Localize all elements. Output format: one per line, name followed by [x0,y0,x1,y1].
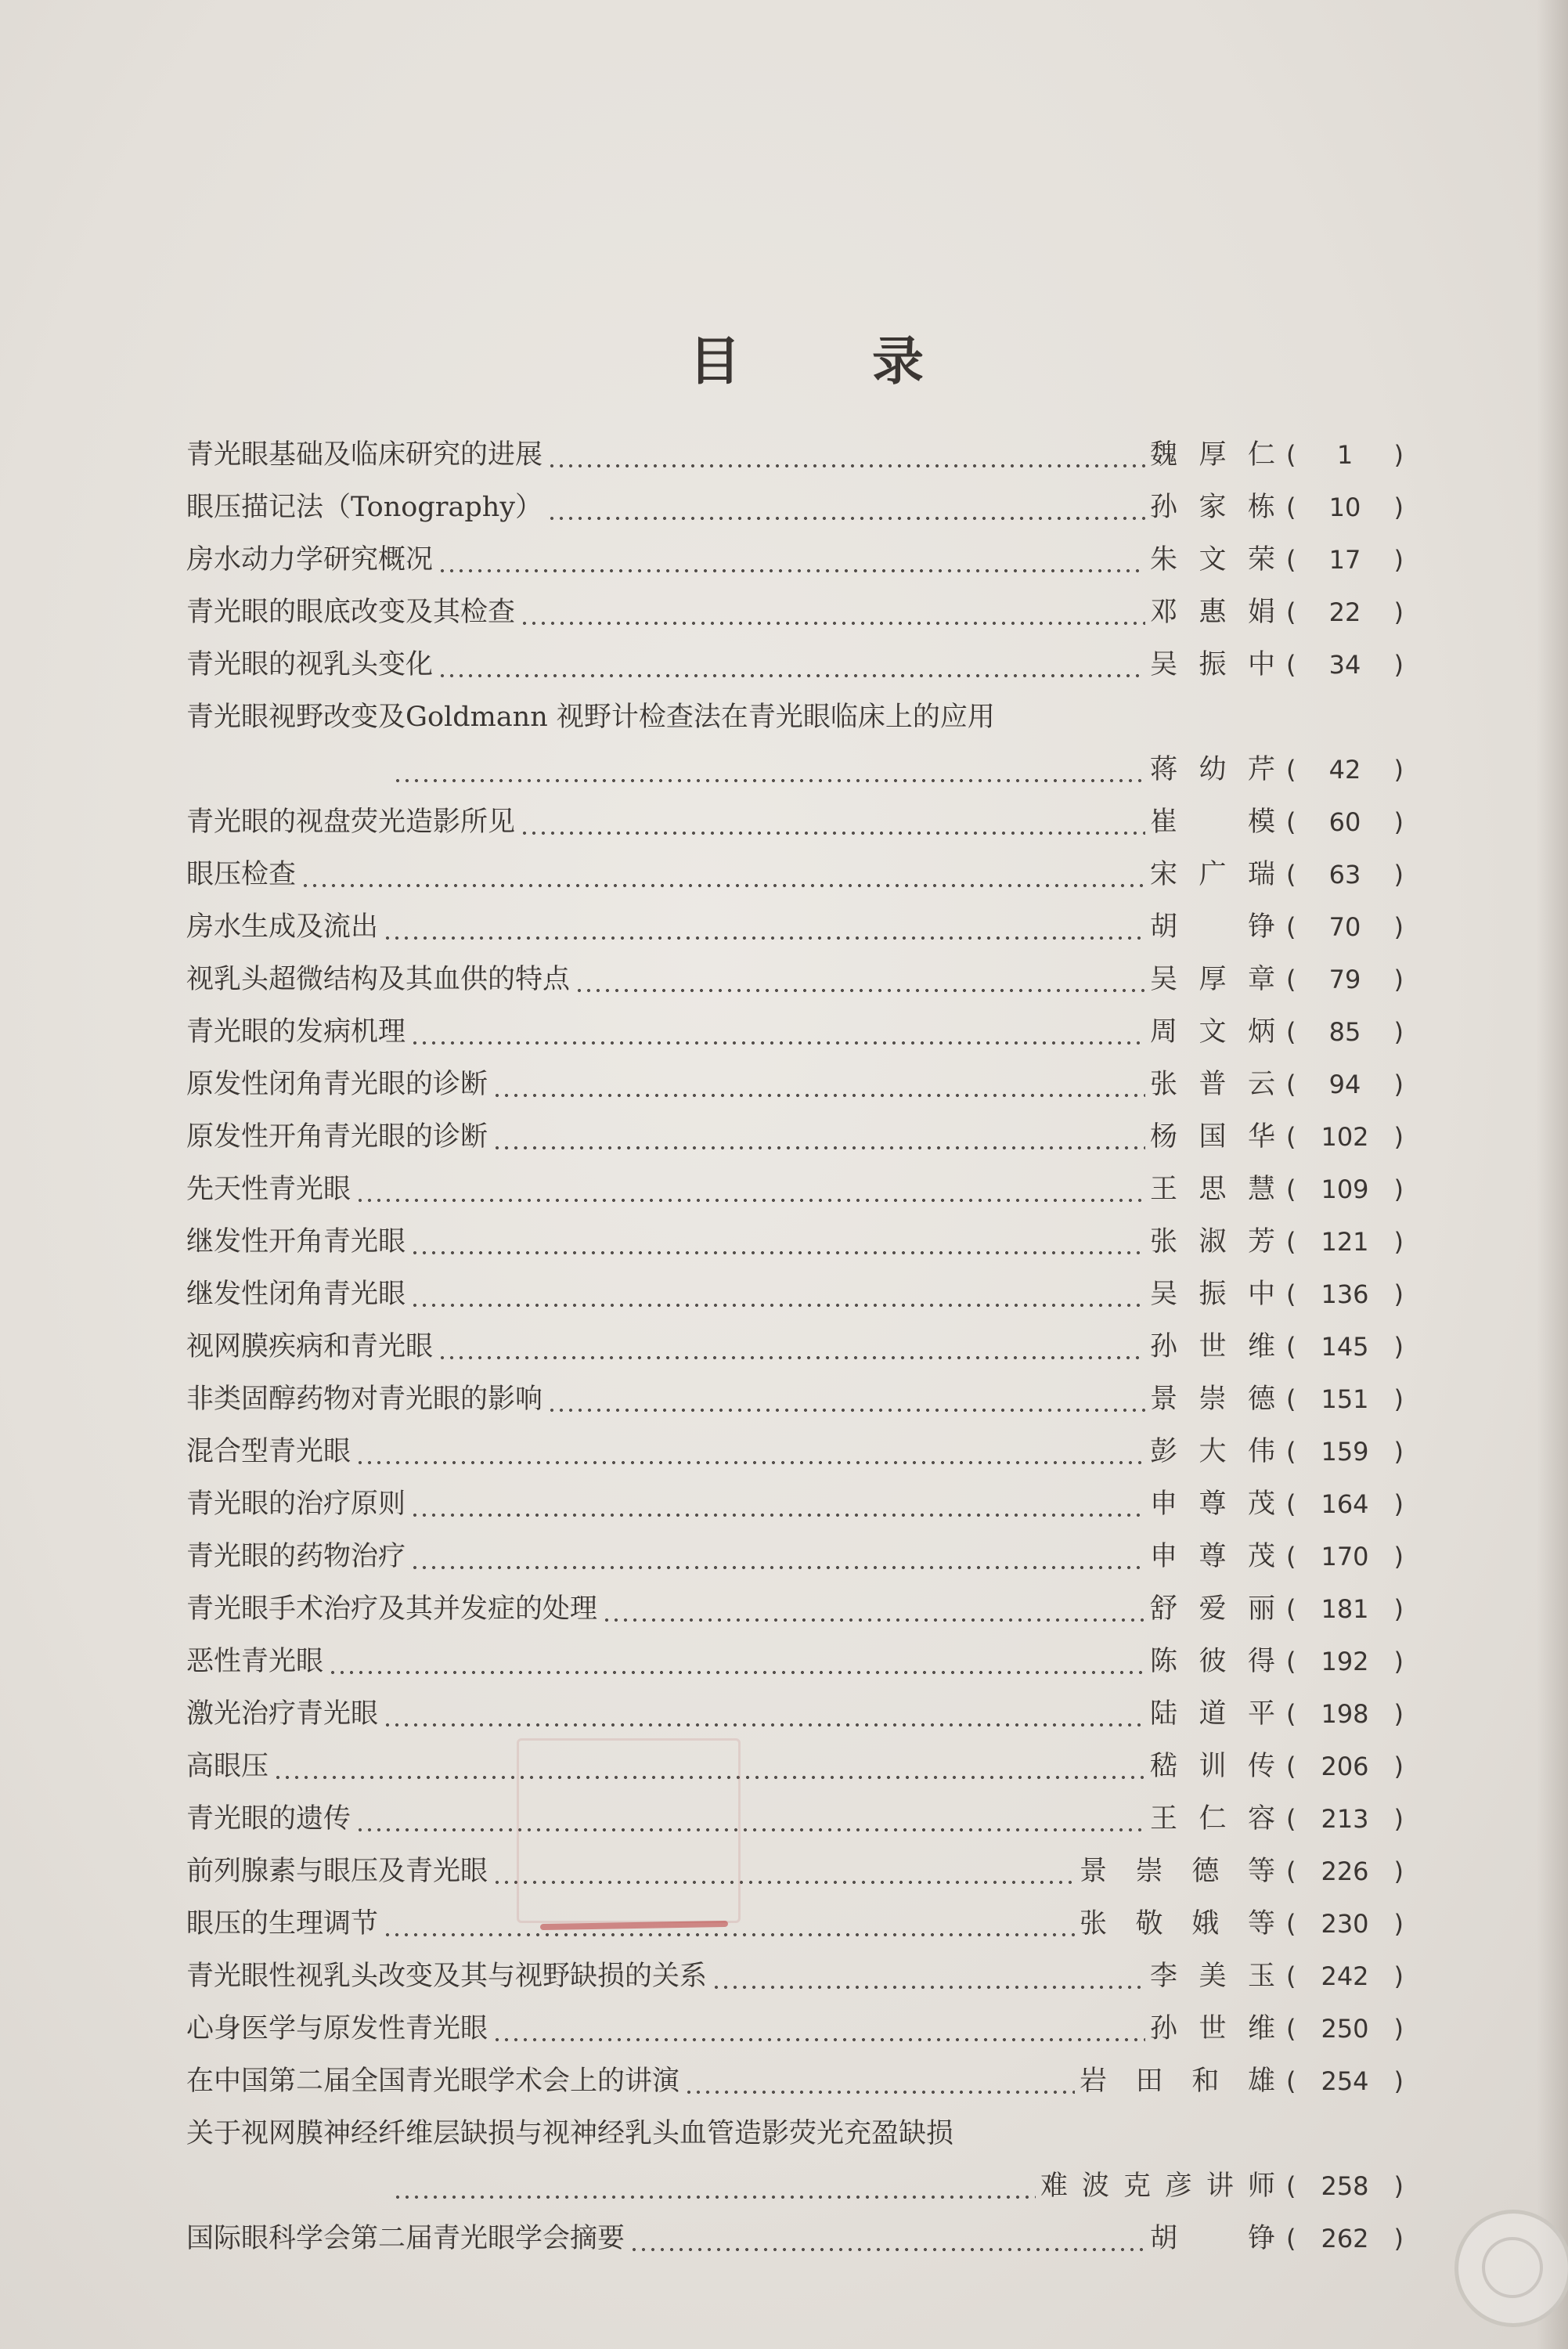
entry-page: ( 17 ) [1286,545,1404,575]
entry-author: 岩田和雄 [1080,2066,1275,2097]
entry-title: 原发性开角青光眼的诊断 [186,1121,488,1153]
entry-title: 青光眼基础及临床研究的进展 [186,439,543,471]
entry-author: 周文炳 [1150,1016,1275,1048]
entry-title: 视乳头超微结构及其血供的特点 [186,964,571,995]
entry-title: 国际眼科学会第二届青光眼学会摘要 [186,2223,625,2254]
entry-author: 吴厚章 [1150,964,1275,995]
dot-leader [547,482,1145,534]
dot-leader [438,639,1145,691]
toc-entry [186,744,1404,796]
toc-entry [186,2160,1404,2213]
toc-entry [186,1531,1404,1583]
entry-page: ( 213 ) [1286,1804,1404,1834]
toc-entry [186,1741,1404,1793]
entry-page: ( 181 ) [1286,1594,1404,1624]
toc-entry [186,2003,1404,2055]
entry-title: 继发性闭角青光眼 [186,1279,406,1310]
dot-leader [410,1478,1145,1531]
entry-title: 房水动力学研究概况 [186,544,434,576]
entry-title: 眼压检查 [186,859,297,890]
toc-entry [186,796,1404,849]
toc-entry [186,1950,1404,2003]
entry-title: 恶性青光眼 [186,1646,324,1677]
entry-title: 青光眼的眼底改变及其检查 [186,597,516,628]
entry-author: 孙世维 [1150,2013,1275,2044]
dot-leader [410,1268,1145,1321]
dot-leader [547,429,1145,482]
entry-page: ( 230 ) [1286,1909,1404,1939]
dot-leader [520,796,1145,849]
entry-page: ( 250 ) [1286,2014,1404,2044]
toc-entry [186,534,1404,586]
toc-entry [186,1006,1404,1059]
faded-stamp-mark [517,1738,741,1923]
page-title [689,321,924,392]
entry-author: 嵇训传 [1150,1751,1275,1782]
dot-leader [492,1059,1145,1111]
dot-leader [383,901,1145,954]
dot-leader [393,2160,1036,2213]
entry-title: 青光眼的药物治疗 [186,1541,406,1572]
entry-page: ( 136 ) [1286,1279,1404,1309]
entry-page: ( 242 ) [1286,1961,1404,1991]
entry-page: ( 22 ) [1286,597,1404,627]
entry-page: ( 226 ) [1286,1856,1404,1886]
toc-entry [186,1846,1404,1898]
toc-entry [186,429,1404,482]
entry-page: ( 85 ) [1286,1017,1404,1047]
entry-page: ( 170 ) [1286,1542,1404,1571]
entry-title: 在中国第二届全国青光眼学术会上的讲演 [186,2066,680,2097]
entry-author: 舒爱丽 [1150,1593,1275,1625]
dot-leader [393,744,1145,796]
toc-entry [186,639,1404,691]
table-of-contents [186,429,1404,2265]
entry-page: ( 42 ) [1286,755,1404,785]
dot-leader [684,2055,1075,2108]
entry-author: 孙家栋 [1150,492,1275,523]
entry-author: 魏厚仁 [1150,439,1275,471]
toc-entry [186,1321,1404,1373]
entry-title: 青光眼性视乳头改变及其与视野缺损的关系 [186,1961,708,1992]
entry-author: 张敬娥等 [1080,1908,1275,1939]
entry-author: 李美玉 [1150,1961,1275,1992]
entry-title: 房水生成及流出 [186,911,379,943]
entry-page: ( 102 ) [1286,1122,1404,1152]
entry-author: 孙世维 [1150,1331,1275,1362]
entry-page: ( 34 ) [1286,650,1404,680]
entry-title: 高眼压 [186,1751,269,1782]
toc-entry [186,1426,1404,1478]
entry-page: ( 1 ) [1286,440,1404,470]
toc-entry [186,1793,1404,1846]
dot-leader [492,1111,1145,1164]
entry-page: ( 70 ) [1286,912,1404,942]
entry-author: 吴振中 [1150,649,1275,680]
entry-author: 张普云 [1150,1069,1275,1100]
entry-page: ( 206 ) [1286,1752,1404,1781]
toc-entry [186,1373,1404,1426]
title-char-right: 录 [872,330,924,392]
entry-page: ( 79 ) [1286,965,1404,994]
entry-author: 邓惠娟 [1150,597,1275,628]
entry-author: 陆道平 [1150,1698,1275,1730]
entry-page: ( 63 ) [1286,860,1404,889]
entry-author: 申尊茂 [1150,1541,1275,1572]
entry-title: 前列腺素与眼压及青光眼 [186,1856,488,1887]
entry-author: 蒋幼芹 [1150,754,1275,785]
entry-title: 青光眼手术治疗及其并发症的处理 [186,1593,598,1625]
entry-title: 混合型青光眼 [186,1436,351,1467]
dot-leader [410,1531,1145,1583]
entry-page: ( 198 ) [1286,1699,1404,1729]
entry-page: ( 151 ) [1286,1384,1404,1414]
entry-page: ( 145 ) [1286,1332,1404,1362]
dot-leader [712,1950,1145,2003]
entry-page: ( 60 ) [1286,807,1404,837]
entry-page: ( 121 ) [1286,1227,1404,1257]
dot-leader [629,2213,1145,2265]
entry-author: 吴振中 [1150,1279,1275,1310]
dot-leader [355,1164,1145,1216]
toc-entry [186,901,1404,954]
watermark-seal-icon [1454,2210,1568,2327]
toc-entry [186,1688,1404,1741]
entry-author: 崔 模 [1150,806,1275,838]
entry-title: 心身医学与原发性青光眼 [186,2013,488,2044]
dot-leader [438,534,1145,586]
toc-entry [186,1636,1404,1688]
entry-author: 王仁容 [1150,1803,1275,1835]
entry-page: ( 94 ) [1286,1070,1404,1099]
dot-leader [383,1688,1145,1741]
toc-entry [186,2055,1404,2108]
entry-title: 先天性青光眼 [186,1174,351,1205]
dot-leader [438,1321,1145,1373]
page-edge-shadow [1537,0,1568,2349]
entry-title: 激光治疗青光眼 [186,1698,379,1730]
toc-entry [186,1268,1404,1321]
entry-author: 朱文荣 [1150,544,1275,576]
dot-leader [520,586,1145,639]
entry-title: 青光眼的遗传 [186,1803,351,1835]
toc-entry [186,2213,1404,2265]
dot-leader [410,1216,1145,1268]
entry-title: 青光眼的视盘荧光造影所见 [186,806,516,838]
entry-page: ( 164 ) [1286,1489,1404,1519]
toc-entry [186,1111,1404,1164]
dot-leader [355,1793,1145,1846]
toc-entry [186,586,1404,639]
entry-title: 原发性闭角青光眼的诊断 [186,1069,488,1100]
toc-entry [186,482,1404,534]
entry-title: 眼压描记法（Tonography） [186,492,543,523]
dot-leader [492,2003,1145,2055]
dot-leader [547,1373,1145,1426]
entry-author: 景崇德 [1150,1384,1275,1415]
toc-entry [186,954,1404,1006]
title-char-left: 目 [689,330,741,392]
entry-author: 陈彼得 [1150,1646,1275,1677]
entry-title: 继发性开角青光眼 [186,1226,406,1257]
toc-entry [186,1898,1404,1950]
toc-entry [186,1478,1404,1531]
dot-leader [355,1426,1145,1478]
toc-entry [186,1583,1404,1636]
toc-entry [186,1164,1404,1216]
entry-page: ( 159 ) [1286,1437,1404,1467]
entry-author: 胡 铮 [1150,911,1275,943]
entry-title: 青光眼的治疗原则 [186,1488,406,1520]
entry-author: 王思慧 [1150,1174,1275,1205]
entry-page: ( 192 ) [1286,1647,1404,1676]
entry-author: 胡 铮 [1150,2223,1275,2254]
entry-page: ( 109 ) [1286,1174,1404,1204]
entry-author: 难波克彦讲师 [1040,2170,1275,2202]
entry-page: ( 258 ) [1286,2171,1404,2201]
entry-title: 青光眼的发病机理 [186,1016,406,1048]
entry-title: 非类固醇药物对青光眼的影响 [186,1384,543,1415]
toc-entry [186,1216,1404,1268]
entry-title: 青光眼的视乳头变化 [186,649,434,680]
entry-author: 张淑芳 [1150,1226,1275,1257]
entry-author: 杨国华 [1150,1121,1275,1153]
entry-author: 景崇德等 [1080,1856,1275,1887]
dot-leader [301,849,1145,901]
entry-title: 眼压的生理调节 [186,1908,379,1939]
entry-page: ( 10 ) [1286,493,1404,522]
entry-title: 青光眼视野改变及Goldmann 视野计检查法在青光眼临床上的应用 [186,702,995,733]
dot-leader [410,1006,1145,1059]
entry-page: ( 262 ) [1286,2224,1404,2253]
entry-page: ( 254 ) [1286,2066,1404,2096]
entry-title: 关于视网膜神经纤维层缺损与视神经乳头血管造影荧光充盈缺损 [186,2118,954,2149]
entry-author: 彭大伟 [1150,1436,1275,1467]
toc-entry [186,849,1404,901]
toc-entry [186,1059,1404,1111]
dot-leader [328,1636,1145,1688]
entry-title: 视网膜疾病和青光眼 [186,1331,434,1362]
dot-leader [602,1583,1145,1636]
entry-author: 申尊茂 [1150,1488,1275,1520]
entry-author: 宋广瑞 [1150,859,1275,890]
dot-leader [575,954,1145,1006]
